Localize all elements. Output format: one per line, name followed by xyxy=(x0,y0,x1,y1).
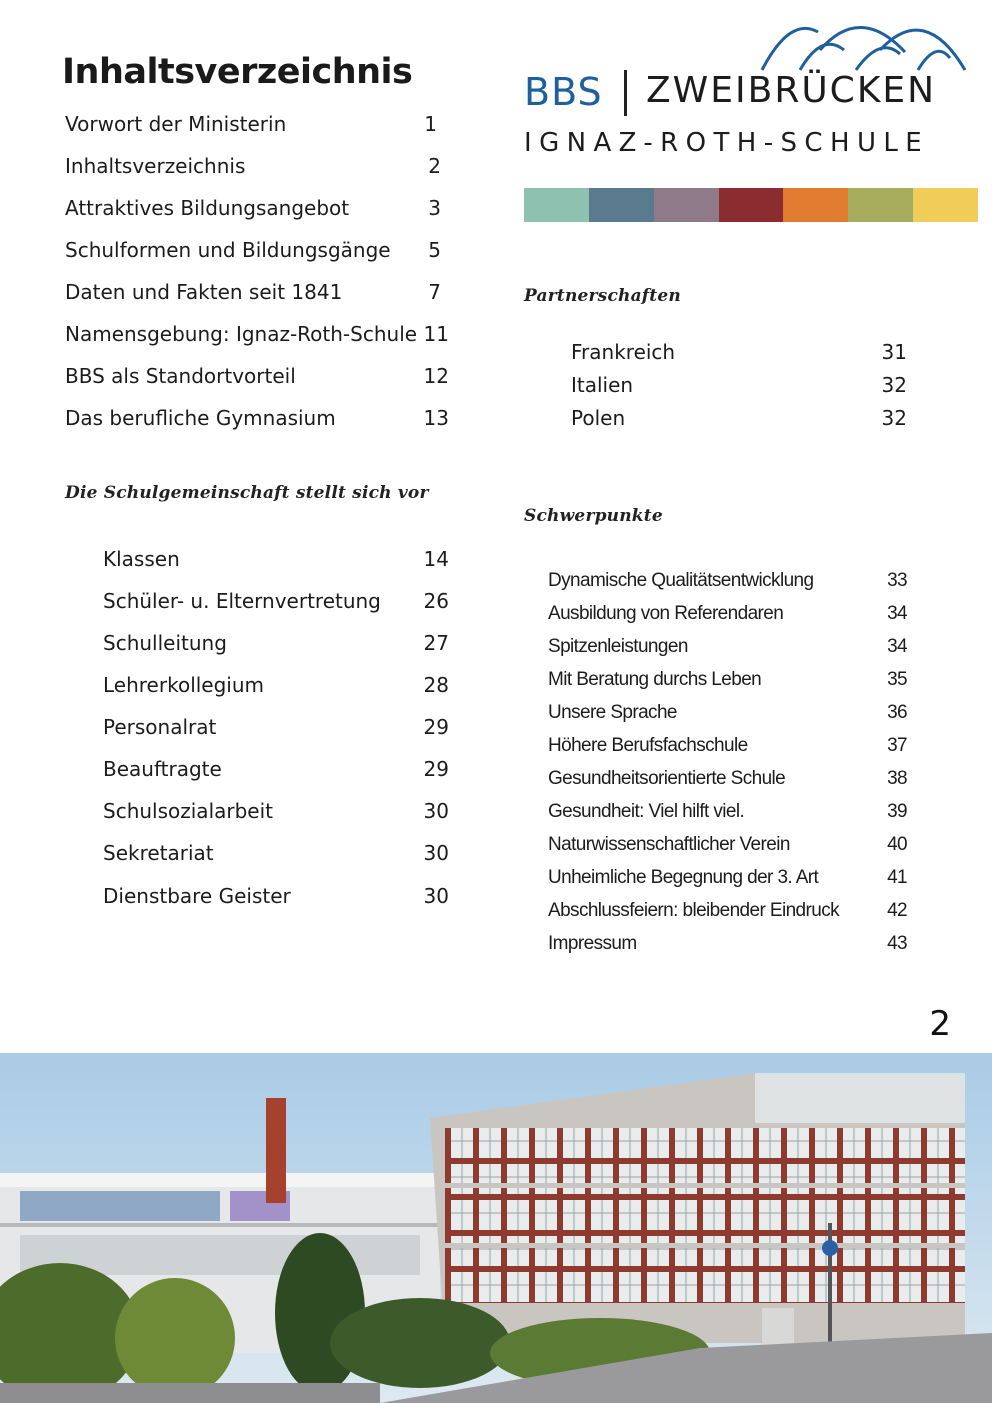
toc-entry[interactable] xyxy=(548,632,907,662)
toc-entry-page: 36 xyxy=(887,702,907,723)
toc-entry-label: Italien xyxy=(571,373,634,397)
toc-entry-page: 39 xyxy=(887,801,907,822)
toc-entry-page: 2 xyxy=(428,154,441,178)
toc-entry-label: Gesundheit: Viel hilft viel. xyxy=(548,801,745,822)
toc-entry-page: 7 xyxy=(428,280,441,304)
toc-entry-page: 29 xyxy=(423,757,449,781)
toc-entry-label: Unsere Sprache xyxy=(548,702,677,723)
toc-entry-label: Impressum xyxy=(548,933,637,954)
toc-entry-page: 34 xyxy=(887,636,907,657)
toc-entry-page: 31 xyxy=(881,340,907,364)
toc-entry-page: 34 xyxy=(887,603,907,624)
toc-entry-label: Schüler- u. Elternvertretung xyxy=(103,589,381,613)
toc-entry-label: Polen xyxy=(571,406,626,430)
toc-entry[interactable] xyxy=(548,698,907,728)
toc-entry-page: 3 xyxy=(428,196,441,220)
toc-entry-page: 38 xyxy=(887,768,907,789)
toc-entry[interactable] xyxy=(103,796,449,826)
toc-entry[interactable] xyxy=(548,566,907,596)
color-swatch xyxy=(848,188,913,222)
color-swatch xyxy=(524,188,589,222)
toc-entry-label: Namensgebung: Ignaz-Roth-Schule xyxy=(65,322,418,346)
toc-entry-label: Abschlussfeiern: bleibender Eindruck xyxy=(548,900,840,921)
toc-entry-page: 35 xyxy=(887,669,907,690)
toc-entry-label: Daten und Fakten seit 1841 xyxy=(65,280,343,304)
toc-entry-page: 14 xyxy=(423,547,449,571)
color-swatch xyxy=(654,188,719,222)
toc-entry[interactable] xyxy=(548,764,907,794)
toc-entry[interactable] xyxy=(65,403,449,433)
toc-entry-label: Höhere Berufsfachschule xyxy=(548,735,748,756)
toc-entry[interactable] xyxy=(103,838,449,868)
toc-entry-page: 40 xyxy=(887,834,907,855)
toc-entry-label: Gesundheitsorientierte Schule xyxy=(548,768,786,789)
toc-entry[interactable] xyxy=(548,665,907,695)
section-heading-schulgemeinschaft: Die Schulgemeinschaft stellt sich vor xyxy=(65,483,429,503)
toc-entry-page: 42 xyxy=(887,900,907,921)
school-building-photo xyxy=(0,1053,992,1403)
toc-entry-label: Sekretariat xyxy=(103,841,214,865)
toc-entry[interactable] xyxy=(103,544,449,574)
toc-entry-label: Das berufliche Gymnasium xyxy=(65,406,336,430)
toc-entry-label: Beauftragte xyxy=(103,757,222,781)
toc-entry-label: Schulleitung xyxy=(103,631,227,655)
toc-entry-label: Attraktives Bildungsangebot xyxy=(65,196,350,220)
toc-entry[interactable] xyxy=(548,731,907,761)
toc-entry-label: Vorwort der Ministerin xyxy=(65,112,287,136)
toc-entry[interactable] xyxy=(103,628,449,658)
page-title: Inhaltsverzeichnis xyxy=(62,52,413,92)
toc-entry[interactable] xyxy=(548,599,907,629)
logo-school-text: IGNAZ-ROTH-SCHULE xyxy=(524,128,930,158)
logo-color-bar xyxy=(524,188,978,222)
bridge-arcs-icon xyxy=(760,10,980,72)
page-number: 2 xyxy=(929,1004,951,1044)
toc-entry-label: Klassen xyxy=(103,547,180,571)
toc-entry-page: 32 xyxy=(881,373,907,397)
toc-entry-label: Frankreich xyxy=(571,340,676,364)
section-heading-partnerschaften: Partnerschaften xyxy=(524,286,681,306)
color-swatch xyxy=(589,188,654,222)
toc-entry-label: Schulformen und Bildungsgänge xyxy=(65,238,391,262)
toc-entry-label: Mit Beratung durchs Leben xyxy=(548,669,762,690)
toc-entry-label: Dienstbare Geister xyxy=(103,884,291,908)
toc-entry-label: Personalrat xyxy=(103,715,217,739)
toc-entry[interactable] xyxy=(571,337,907,367)
toc-entry[interactable] xyxy=(103,712,449,742)
toc-entry-page: 32 xyxy=(881,406,907,430)
toc-entry-label: Naturwissenschaftlicher Verein xyxy=(548,834,790,855)
toc-entry-page: 30 xyxy=(423,884,449,908)
toc-entry-page: 11 xyxy=(423,322,449,346)
toc-entry[interactable] xyxy=(65,151,449,181)
toc-entry-page: 41 xyxy=(887,867,907,888)
toc-entry[interactable] xyxy=(548,896,907,926)
toc-entry-label: Unheimliche Begegnung der 3. Art xyxy=(548,867,819,888)
toc-entry[interactable] xyxy=(103,881,449,911)
toc-entry-page: 33 xyxy=(887,570,907,591)
toc-entry[interactable] xyxy=(548,929,907,959)
toc-entry[interactable] xyxy=(571,370,907,400)
color-swatch xyxy=(783,188,848,222)
color-swatch xyxy=(913,188,978,222)
toc-entry-label: Spitzenleistungen xyxy=(548,636,688,657)
toc-entry-page: 30 xyxy=(423,841,449,865)
toc-entry[interactable] xyxy=(548,797,907,827)
toc-entry-page: 37 xyxy=(887,735,907,756)
toc-entry-label: Dynamische Qualitätsentwicklung xyxy=(548,570,814,591)
toc-entry-page: 12 xyxy=(423,364,449,388)
section-heading-schwerpunkte: Schwerpunkte xyxy=(524,506,663,526)
toc-entry[interactable] xyxy=(103,754,449,784)
toc-entry[interactable] xyxy=(65,109,449,139)
toc-entry-page: 1 xyxy=(424,112,437,136)
toc-entry[interactable] xyxy=(65,277,449,307)
toc-entry-label: Schulsozialarbeit xyxy=(103,799,273,823)
toc-entry-page: 27 xyxy=(423,631,449,655)
toc-entry-page: 26 xyxy=(423,589,449,613)
color-swatch xyxy=(719,188,784,222)
toc-entry[interactable] xyxy=(548,830,907,860)
toc-entry[interactable] xyxy=(548,863,907,893)
toc-entry[interactable] xyxy=(103,586,449,616)
toc-entry-page: 29 xyxy=(423,715,449,739)
logo-city-text: ZWEIBRÜCKEN xyxy=(646,70,937,111)
toc-entry-label: BBS als Standortvorteil xyxy=(65,364,296,388)
toc-entry-label: Inhaltsverzeichnis xyxy=(65,154,246,178)
toc-entry[interactable] xyxy=(65,319,449,349)
toc-entry[interactable] xyxy=(65,361,449,391)
toc-entry-label: Ausbildung von Referendaren xyxy=(548,603,784,624)
toc-entry-page: 30 xyxy=(423,799,449,823)
toc-entry-page: 28 xyxy=(423,673,449,697)
logo-separator xyxy=(624,70,627,116)
toc-entry-page: 43 xyxy=(887,933,907,954)
toc-entry-label: Lehrerkollegium xyxy=(103,673,265,697)
toc-entry[interactable] xyxy=(65,235,449,265)
toc-entry[interactable] xyxy=(65,193,449,223)
toc-entry[interactable] xyxy=(571,403,907,433)
toc-entry-page: 13 xyxy=(423,406,449,430)
toc-entry[interactable] xyxy=(103,670,449,700)
toc-entry-page: 5 xyxy=(428,238,441,262)
logo-bbs-text: BBS xyxy=(524,70,603,114)
